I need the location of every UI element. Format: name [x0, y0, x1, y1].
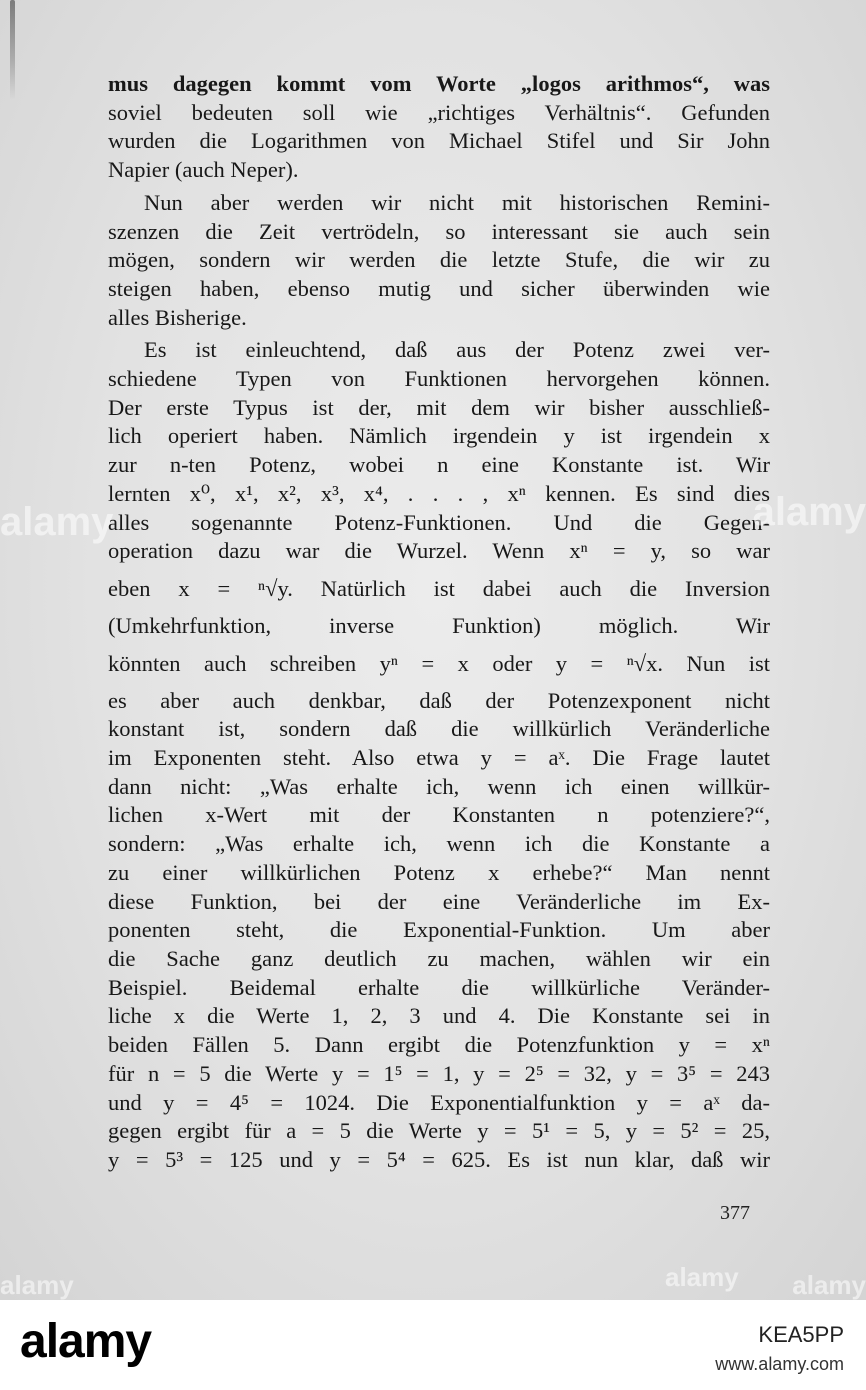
- text-line: sondern: „Was erhalte ich, wenn ich die Konstante a: [108, 831, 770, 857]
- text-line: schiedene Typen von Funktionen hervorgehen können.: [108, 366, 770, 392]
- text-line: szenzen die Zeit vertrödeln, so interessant sie auch sein: [108, 218, 770, 244]
- text-line: (Umkehrfunktion, inverse Funktion) möglich. Wir: [108, 612, 770, 638]
- watermark-right: alamy: [752, 490, 866, 534]
- watermark-bottom-right: alamy: [792, 1270, 866, 1300]
- text-line: lichen x-Wert mit der Konstanten n potenziere?“,: [108, 802, 770, 828]
- alamy-logo: alamy: [20, 1315, 152, 1368]
- text-line: die Sache ganz deutlich zu machen, wählen wir ein: [108, 945, 770, 971]
- text-line: Es ist einleuchtend, daß aus der Potenz zwei ver-: [144, 337, 770, 363]
- watermark-bottom-center: alamy: [665, 1262, 739, 1292]
- text-line: alles Bisherige.: [108, 304, 247, 330]
- text-line: Beispiel. Beidemal erhalte die willkürliche Veränder-: [108, 974, 770, 1000]
- text-line: lich operiert haben. Nämlich irgendein y ist irgendein x: [108, 423, 770, 449]
- text-line: wurden die Logarithmen von Michael Stifel und Sir John: [108, 128, 770, 154]
- text-line: konstant ist, sondern daß die willkürlich Veränderliche: [108, 716, 770, 742]
- stock-footer-bar: [0, 1300, 866, 1390]
- image-id: KEA5PP: [758, 1322, 844, 1347]
- watermark-bottom-left: alamy: [0, 1270, 74, 1300]
- text-line: ponenten steht, die Exponential-Funktion. Um aber: [108, 917, 770, 943]
- text-line: es aber auch denkbar, daß der Potenzexponent nicht: [108, 687, 770, 713]
- text-line: zur n-ten Potenz, wobei n eine Konstante ist. Wir: [108, 452, 770, 478]
- text-line: alles sogenannte Potenz-Funktionen. Und die Gegen-: [108, 509, 770, 535]
- watermark-left: alamy: [0, 500, 114, 544]
- text-line: diese Funktion, bei der eine Veränderliche im Ex-: [108, 888, 770, 914]
- text-line: beiden Fällen 5. Dann ergibt die Potenzfunktion y = xⁿ: [108, 1032, 770, 1058]
- text-line: Nun aber werden wir nicht mit historischen Remini-: [144, 189, 770, 215]
- text-line: für n = 5 die Werte y = 1⁵ = 1, y = 2⁵ = 32, y = 3⁵ = 243: [108, 1060, 770, 1086]
- text-line: gegen ergibt für a = 5 die Werte y = 5¹ = 5, y = 5² = 25,: [108, 1118, 770, 1144]
- text-line: liche x die Werte 1, 2, 3 und 4. Die Konstante sei in: [108, 1003, 770, 1029]
- site-url: www.alamy.com: [715, 1354, 844, 1374]
- text-line: lernten x⁰, x¹, x², x³, x⁴, . . . , xⁿ kennen. Es sind dies: [108, 480, 770, 506]
- text-line: soviel bedeuten soll wie „richtiges Verhältnis“. Gefunden: [108, 99, 770, 125]
- text-line: eben x = ⁿ√y. Natürlich ist dabei auch die Inversion: [108, 575, 770, 601]
- text-line: y = 5³ = 125 und y = 5⁴ = 625. Es ist nun klar, daß wir: [108, 1146, 770, 1172]
- text-line: steigen haben, ebenso mutig und sicher überwinden wie: [108, 275, 770, 301]
- text-line: und y = 4⁵ = 1024. Die Exponentialfunktion y = aˣ da-: [108, 1089, 770, 1115]
- text-line: Napier (auch Neper).: [108, 157, 299, 183]
- page-text: [108, 70, 770, 1175]
- text-line: mus dagegen kommt vom Worte „logos arithmos“, was: [108, 71, 770, 96]
- text-line: dann nicht: „Was erhalte ich, wenn ich einen willkür-: [108, 773, 770, 799]
- text-line: mögen, sondern wir werden die letzte Stufe, die wir zu: [108, 247, 770, 273]
- page-number: 377: [720, 1202, 750, 1224]
- text-line: im Exponenten steht. Also etwa y = aˣ. Die Frage lautet: [108, 745, 770, 771]
- binding-mark: [10, 0, 15, 100]
- text-line: Der erste Typus ist der, mit dem wir bisher ausschließ-: [108, 394, 770, 420]
- text-line: zu einer willkürlichen Potenz x erhebe?“ Man nennt: [108, 859, 770, 885]
- text-line: operation dazu war die Wurzel. Wenn xⁿ = y, so war: [108, 538, 770, 564]
- text-line: könnten auch schreiben yⁿ = x oder y = ⁿ√x. Nun ist: [108, 650, 770, 676]
